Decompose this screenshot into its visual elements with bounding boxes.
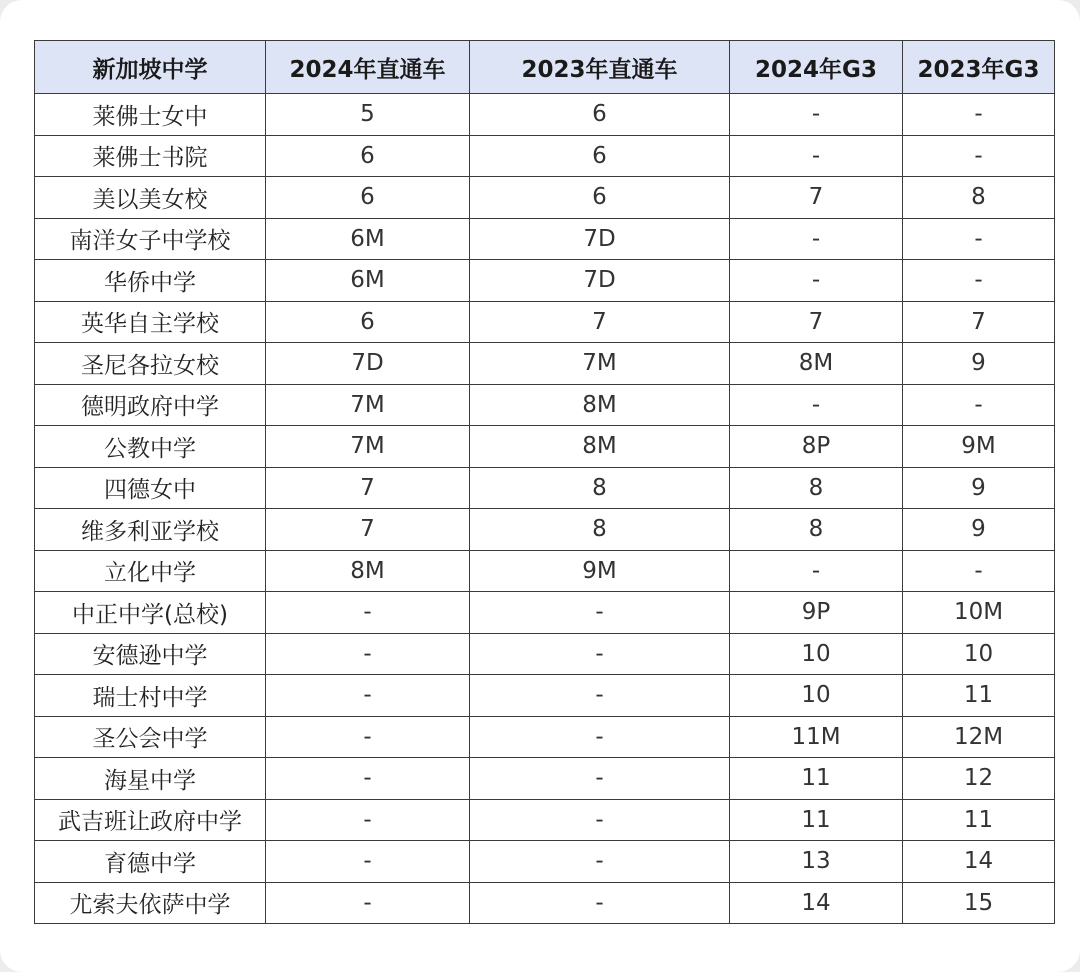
ip-2024-cell: 7M [266,426,470,468]
g3-2024-cell: 8M [730,343,903,385]
g3-2023-cell: 10 [903,633,1055,675]
ip-2024-cell: - [266,675,470,717]
g3-2023-cell: - [903,260,1055,302]
g3-2024-cell: - [730,135,903,177]
g3-2024-cell: 14 [730,882,903,924]
g3-2024-cell: - [730,218,903,260]
table-row [35,758,1055,800]
g3-2023-cell: - [903,94,1055,136]
ip-2023-cell: - [470,592,730,634]
g3-2024-cell: 11 [730,758,903,800]
school-name-cell: 德明政府中学 [35,384,266,426]
ip-2023-cell: - [470,675,730,717]
psle-score-table [34,40,1055,924]
g3-2023-cell: 11 [903,799,1055,841]
ip-2023-cell: - [470,882,730,924]
ip-2024-cell: - [266,592,470,634]
ip-2023-cell: 8M [470,384,730,426]
ip-2023-cell: - [470,716,730,758]
g3-2023-cell: 8 [903,177,1055,219]
school-name-cell: 维多利亚学校 [35,509,266,551]
column-header-2024-ip: 2024年直通车 [266,41,470,94]
table-row [35,177,1055,219]
table-row [35,384,1055,426]
table-row [35,592,1055,634]
ip-2023-cell: 9M [470,550,730,592]
g3-2024-cell: 8P [730,426,903,468]
ip-2023-cell: 8M [470,426,730,468]
table-row [35,343,1055,385]
table-row [35,260,1055,302]
school-name-cell: 美以美女校 [35,177,266,219]
ip-2024-cell: 6 [266,301,470,343]
g3-2023-cell: 12 [903,758,1055,800]
g3-2024-cell: - [730,260,903,302]
ip-2023-cell: 7M [470,343,730,385]
school-name-cell: 安德逊中学 [35,633,266,675]
ip-2023-cell: - [470,758,730,800]
g3-2023-cell: 11 [903,675,1055,717]
g3-2023-cell: - [903,135,1055,177]
table-row [35,550,1055,592]
g3-2024-cell: 7 [730,301,903,343]
column-header-2023-ip: 2023年直通车 [470,41,730,94]
ip-2023-cell: 6 [470,94,730,136]
ip-2023-cell: 8 [470,467,730,509]
table-header [35,41,1055,94]
ip-2024-cell: 7 [266,467,470,509]
ip-2024-cell: 6M [266,260,470,302]
g3-2024-cell: 7 [730,177,903,219]
school-name-cell: 立化中学 [35,550,266,592]
g3-2024-cell: - [730,94,903,136]
school-name-cell: 瑞士村中学 [35,675,266,717]
g3-2024-cell: 8 [730,509,903,551]
column-header-2023-g3: 2023年G3 [903,41,1055,94]
column-header-school: 新加坡中学 [35,41,266,94]
table-row [35,135,1055,177]
table-row [35,509,1055,551]
g3-2023-cell: 9 [903,509,1055,551]
ip-2023-cell: 6 [470,177,730,219]
g3-2023-cell: 14 [903,841,1055,883]
g3-2024-cell: 11 [730,799,903,841]
g3-2023-cell: 15 [903,882,1055,924]
school-name-cell: 中正中学(总校) [35,592,266,634]
ip-2024-cell: 6M [266,218,470,260]
school-name-cell: 尤索夫依萨中学 [35,882,266,924]
ip-2024-cell: 6 [266,177,470,219]
g3-2024-cell: 10 [730,675,903,717]
ip-2023-cell: 8 [470,509,730,551]
column-header-2024-g3: 2024年G3 [730,41,903,94]
table-row [35,301,1055,343]
ip-2024-cell: - [266,758,470,800]
table-row [35,94,1055,136]
school-name-cell: 四德女中 [35,467,266,509]
g3-2023-cell: - [903,550,1055,592]
school-name-cell: 育德中学 [35,841,266,883]
ip-2023-cell: - [470,799,730,841]
g3-2023-cell: - [903,218,1055,260]
school-name-cell: 武吉班让政府中学 [35,799,266,841]
ip-2023-cell: 6 [470,135,730,177]
g3-2023-cell: 7 [903,301,1055,343]
ip-2024-cell: 7D [266,343,470,385]
ip-2023-cell: 7 [470,301,730,343]
ip-2024-cell: - [266,716,470,758]
school-name-cell: 南洋女子中学校 [35,218,266,260]
table-row [35,426,1055,468]
g3-2023-cell: - [903,384,1055,426]
school-name-cell: 华侨中学 [35,260,266,302]
g3-2023-cell: 9 [903,467,1055,509]
ip-2023-cell: - [470,841,730,883]
table-row [35,467,1055,509]
ip-2024-cell: 5 [266,94,470,136]
school-name-cell: 圣尼各拉女校 [35,343,266,385]
g3-2023-cell: 12M [903,716,1055,758]
ip-2024-cell: - [266,633,470,675]
ip-2024-cell: 7M [266,384,470,426]
ip-2024-cell: - [266,882,470,924]
g3-2024-cell: - [730,384,903,426]
ip-2024-cell: - [266,799,470,841]
g3-2023-cell: 10M [903,592,1055,634]
school-name-cell: 莱佛士书院 [35,135,266,177]
table-body [35,94,1055,924]
table-row [35,799,1055,841]
g3-2024-cell: 9P [730,592,903,634]
school-name-cell: 莱佛士女中 [35,94,266,136]
ip-2023-cell: 7D [470,218,730,260]
header-row [35,41,1055,94]
ip-2024-cell: 7 [266,509,470,551]
table-row [35,882,1055,924]
g3-2024-cell: - [730,550,903,592]
table-row [35,218,1055,260]
table-row [35,675,1055,717]
g3-2024-cell: 13 [730,841,903,883]
ip-2024-cell: 6 [266,135,470,177]
school-name-cell: 公教中学 [35,426,266,468]
ip-2023-cell: 7D [470,260,730,302]
g3-2024-cell: 11M [730,716,903,758]
school-name-cell: 海星中学 [35,758,266,800]
ip-2023-cell: - [470,633,730,675]
g3-2023-cell: 9M [903,426,1055,468]
table-row [35,716,1055,758]
g3-2024-cell: 8 [730,467,903,509]
table-row [35,841,1055,883]
ip-2024-cell: 8M [266,550,470,592]
school-name-cell: 圣公会中学 [35,716,266,758]
table-row [35,633,1055,675]
school-name-cell: 英华自主学校 [35,301,266,343]
g3-2024-cell: 10 [730,633,903,675]
g3-2023-cell: 9 [903,343,1055,385]
ip-2024-cell: - [266,841,470,883]
